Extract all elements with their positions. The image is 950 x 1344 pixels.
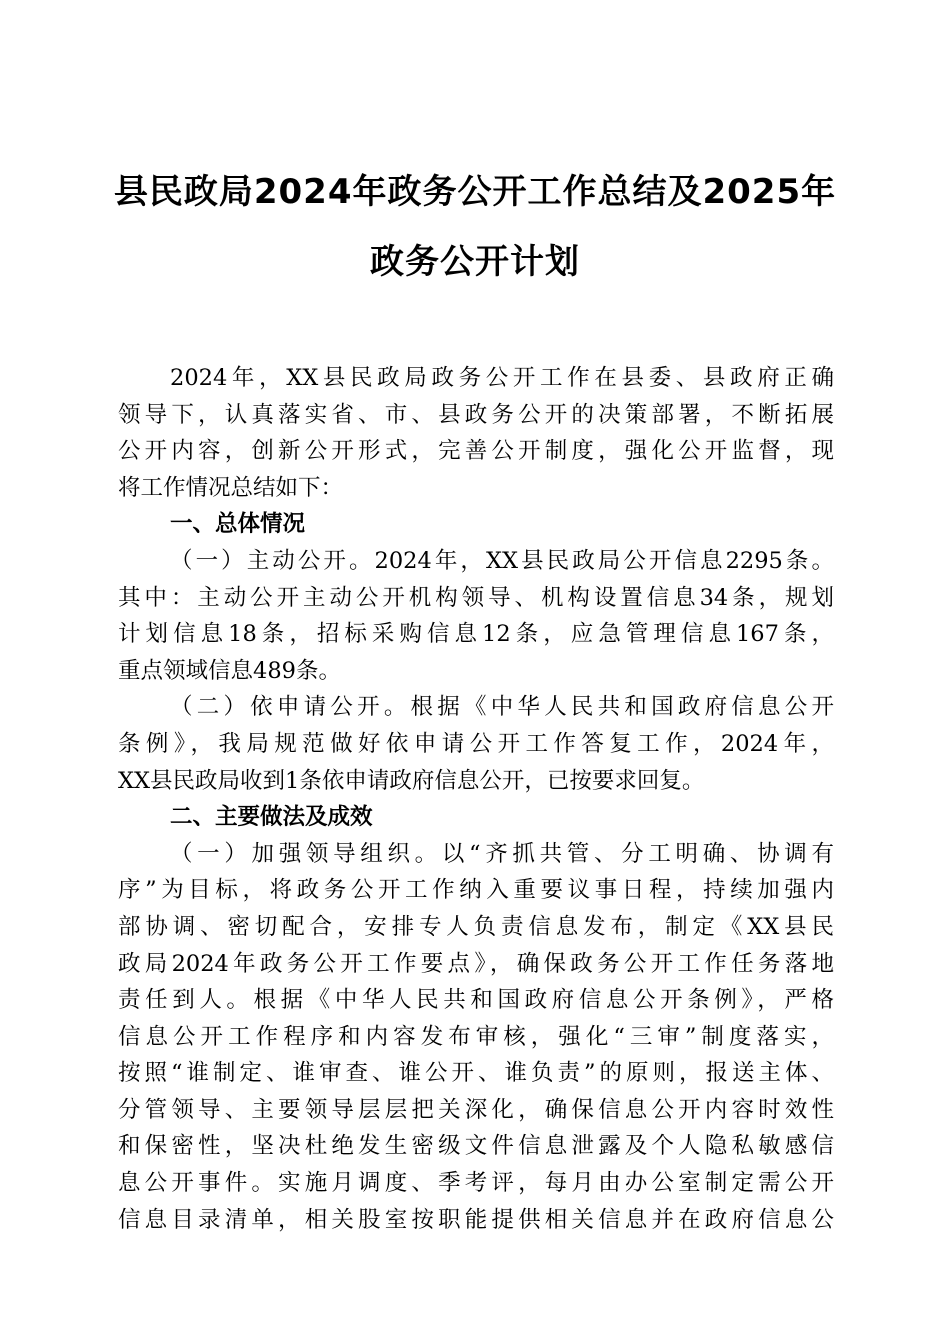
paragraph-line: 重点领域信息489条。 xyxy=(118,657,341,684)
paragraph-line: 序”为目标，将政务公开工作纳入重要议事日程，持续加强内 xyxy=(118,877,834,904)
paragraph-line: 责任到人。根据《中华人民共和国政府信息公开条例》，严格 xyxy=(118,987,834,1014)
paragraph-line: （一）加强领导组织。以“齐抓共管、分工明确、协调有 xyxy=(170,840,834,867)
paragraph-line: 政局2024年政务公开工作要点》，确保政务公开工作任务落地 xyxy=(118,950,834,977)
document-title-line-2: 政务公开计划 xyxy=(370,242,580,282)
paragraph-line: 按照“谁制定、谁审查、谁公开、谁负责”的原则，报送主体、 xyxy=(118,1060,834,1087)
paragraph-line: 公开内容，创新公开形式，完善公开制度，强化公开监督，现 xyxy=(118,438,834,465)
paragraph-line: 信息目录清单，相关股室按职能提供相关信息并在政府信息公 xyxy=(118,1206,834,1233)
paragraph-line: 信息公开工作程序和内容发布审核，强化“三审”制度落实， xyxy=(118,1023,834,1050)
paragraph-line: XX县民政局收到1条依申请政府信息公开，已按要求回复。 xyxy=(118,767,705,794)
paragraph-line: （二）依申请公开。根据《中华人民共和国政府信息公开 xyxy=(170,694,834,721)
paragraph-line: 分管领导、主要领导层层把关深化，确保信息公开内容时效性 xyxy=(118,1096,834,1123)
paragraph-line: 条例》，我局规范做好依申请公开工作答复工作，2024年， xyxy=(118,730,834,757)
document-title-line-1: 县民政局2024年政务公开工作总结及2025年 xyxy=(113,172,837,212)
document-body xyxy=(118,360,834,1238)
paragraph-line: 2024年，XX县民政局政务公开工作在县委、县政府正确 xyxy=(170,365,834,391)
paragraph-line: 息公开事件。实施月调度、季考评，每月由办公室制定需公开 xyxy=(118,1170,834,1197)
paragraph-line: （一）主动公开。2024年，XX县民政局公开信息2295条。 xyxy=(170,547,834,574)
section-heading: 一、总体情况 xyxy=(170,511,306,538)
paragraph-line: 领导下，认真落实省、市、县政务公开的决策部署，不断拓展 xyxy=(118,401,834,428)
paragraph-line: 将工作情况总结如下： xyxy=(118,474,344,501)
paragraph-line: 计划信息18条，招标采购信息12条，应急管理信息167条， xyxy=(118,621,834,648)
paragraph-line: 和保密性，坚决杜绝发生密级文件信息泄露及个人隐私敏感信 xyxy=(118,1133,834,1160)
section-heading: 二、主要做法及成效 xyxy=(170,804,373,831)
paragraph-line: 部协调、密切配合，安排专人负责信息发布，制定《XX县民 xyxy=(118,913,834,940)
paragraph-line: 其中：主动公开主动公开机构领导、机构设置信息34条，规划 xyxy=(118,584,834,611)
